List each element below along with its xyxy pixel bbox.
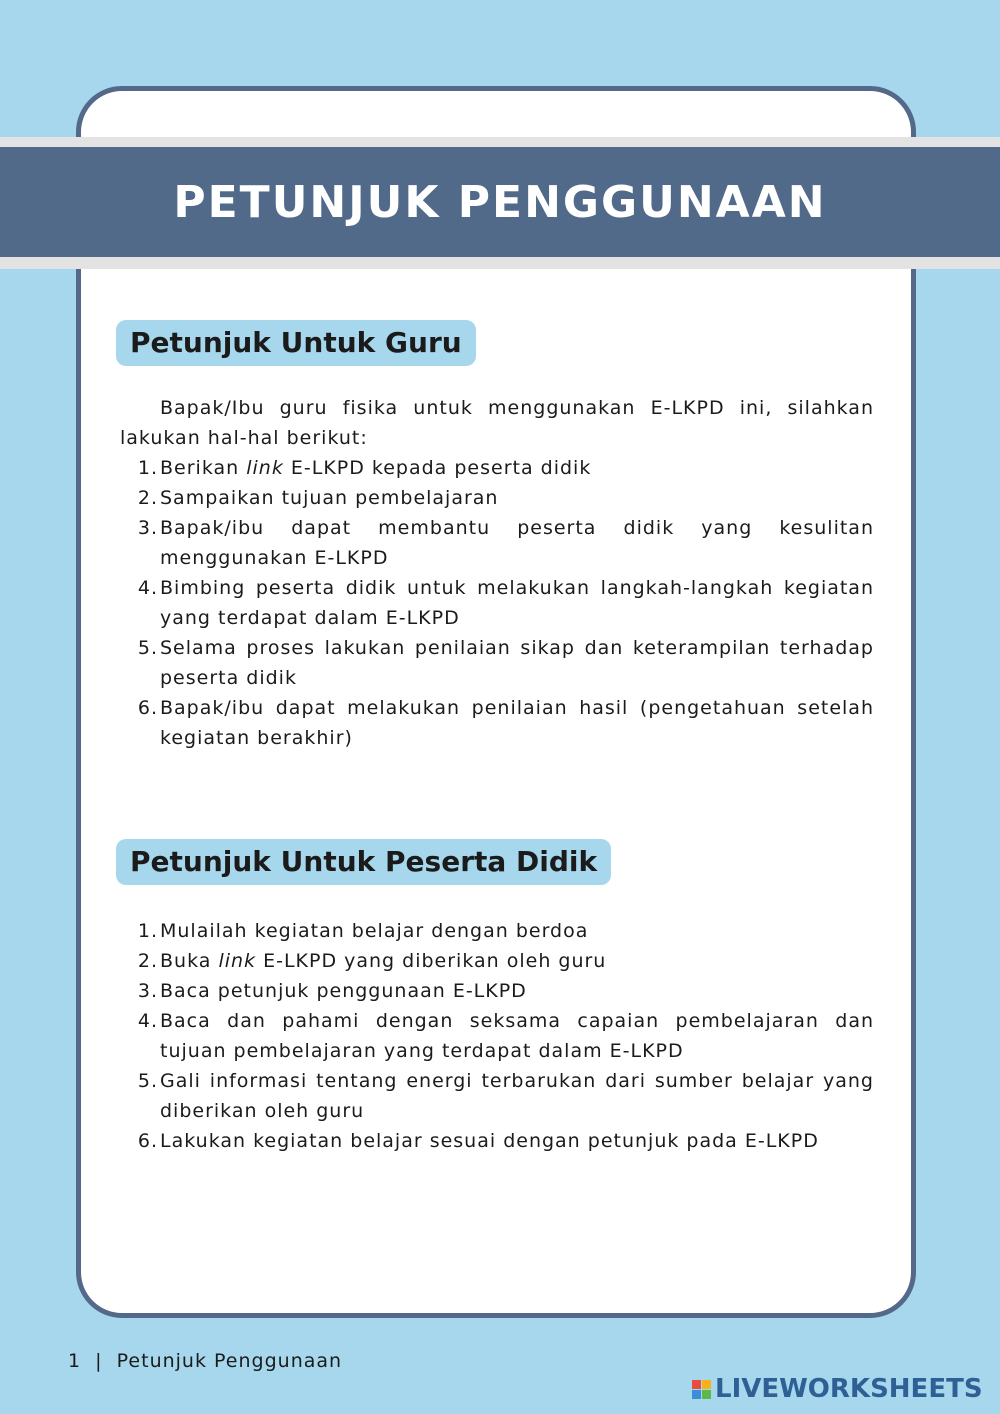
step-number: 4.: [137, 1010, 158, 1032]
list-item: [120, 513, 874, 573]
title-bar: [0, 147, 1000, 257]
teacher-section-heading: Petunjuk Untuk Guru: [116, 320, 476, 366]
page-title: PETUNJUK PENGGUNAAN: [173, 176, 827, 228]
list-item: [120, 633, 874, 693]
step-text: Bapak/ibu dapat membantu peserta didik yang kesulitan menggunakan E-LKPD: [160, 517, 874, 569]
step-text: Bapak/ibu dapat melakukan penilaian hasil (pengetahuan setelah kegiatan berakhir): [160, 697, 874, 749]
step-text: Sampaikan tujuan pembelajaran: [160, 487, 499, 509]
step-number: 3.: [137, 980, 158, 1002]
step-text: Gali informasi tentang energi terbarukan dari sumber belajar yang diberikan oleh guru: [160, 1070, 874, 1122]
list-item: [120, 976, 874, 1006]
step-text: Baca petunjuk penggunaan E-LKPD: [160, 980, 527, 1002]
title-banner: [0, 137, 1000, 269]
student-steps-list: [120, 916, 874, 1156]
list-item: [120, 483, 874, 513]
step-number: 2.: [137, 950, 158, 972]
list-item: [120, 693, 874, 753]
list-item: [120, 1126, 874, 1156]
step-text: Buka link E-LKPD yang diberikan oleh guru: [160, 950, 607, 972]
watermark-text: LIVEWORKSHEETS: [715, 1374, 983, 1404]
page-footer: 1 | Petunjuk Penggunaan: [68, 1350, 343, 1372]
step-number: 4.: [137, 577, 158, 599]
liveworksheets-watermark[interactable]: [692, 1374, 983, 1404]
list-item: [120, 1006, 874, 1066]
step-number: 5.: [137, 1070, 158, 1092]
list-item: [120, 573, 874, 633]
student-section-heading: Petunjuk Untuk Peserta Didik: [116, 839, 611, 885]
list-item: [120, 916, 874, 946]
step-text: Lakukan kegiatan belajar sesuai dengan petunjuk pada E-LKPD: [160, 1130, 819, 1152]
step-number: 2.: [137, 487, 158, 509]
liveworksheets-logo-icon: [692, 1380, 711, 1399]
step-number: 1.: [137, 457, 158, 479]
step-text: Baca dan pahami dengan seksama capaian pembelajaran dan tujuan pembelajaran yang terdapat dalam E-LKPD: [160, 1010, 874, 1062]
step-number: 6.: [137, 697, 158, 719]
step-number: 1.: [137, 920, 158, 942]
step-number: 5.: [137, 637, 158, 659]
list-item: [120, 946, 874, 976]
step-text: Mulailah kegiatan belajar dengan berdoa: [160, 920, 589, 942]
step-number: 6.: [137, 1130, 158, 1152]
step-text: Selama proses lakukan penilaian sikap dan keterampilan terhadap peserta didik: [160, 637, 874, 689]
teacher-intro: Bapak/Ibu guru fisika untuk menggunakan E-LKPD ini, silahkan lakukan hal-hal berikut:: [120, 397, 874, 449]
list-item: [120, 1066, 874, 1126]
step-text: Bimbing peserta didik untuk melakukan langkah-langkah kegiatan yang terdapat dalam E-LKPD: [160, 577, 874, 629]
list-item: [120, 453, 874, 483]
step-text: Berikan link E-LKPD kepada peserta didik: [160, 457, 592, 479]
step-number: 3.: [137, 517, 158, 539]
teacher-steps-list: [120, 453, 874, 753]
